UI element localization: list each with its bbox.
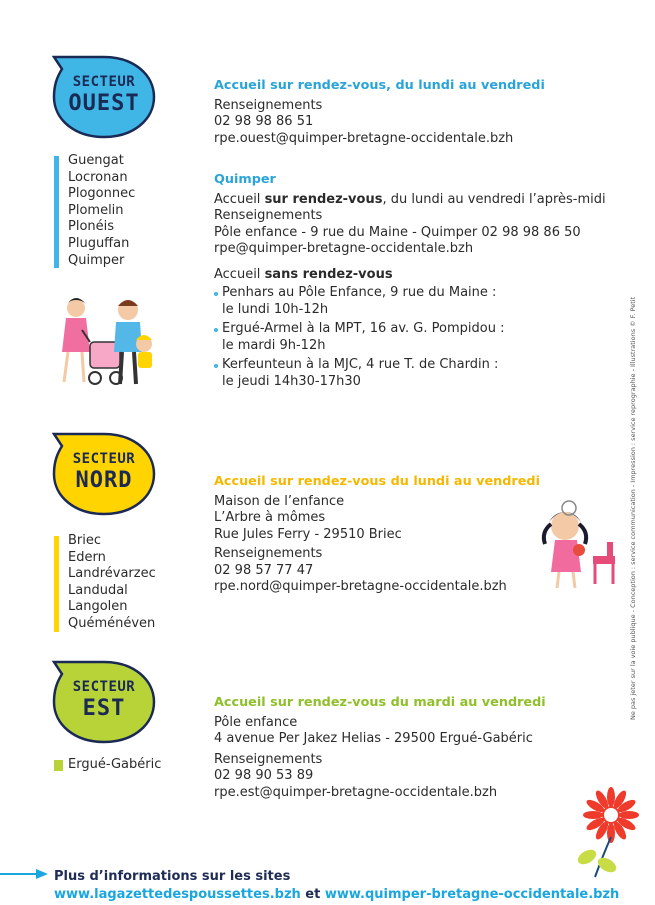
nord-email[interactable]: rpe.nord@quimper-bretagne-occidentale.bzh — [214, 579, 507, 594]
town-item: Quéménéven — [68, 615, 156, 631]
girl-with-toy-illustration — [535, 492, 625, 592]
badge-line1: SECTEUR — [72, 74, 136, 90]
quimper-heading: Quimper — [214, 172, 276, 187]
flower-illustration — [565, 785, 645, 880]
badge-line2: EST — [82, 696, 126, 721]
est-address-line: 4 avenue Per Jakez Helias - 29500 Ergué-Gabéric — [214, 731, 533, 746]
ouest-color-bar — [54, 156, 59, 268]
footer-info — [54, 868, 619, 904]
town-item: Edern — [68, 549, 106, 565]
town-item: Plomelin — [68, 202, 124, 218]
town-item: Quimper — [68, 252, 125, 268]
secteur-est-badge — [52, 660, 156, 744]
town-item: Plogonnec — [68, 186, 136, 202]
badge-line1: SECTEUR — [72, 679, 136, 695]
est-contact — [214, 695, 546, 801]
ouest-heading: Accueil sur rendez-vous, du lundi au vendredi — [214, 78, 545, 93]
family-stroller-illustration — [52, 290, 162, 390]
link-quimper-bretagne-occidentale[interactable]: www.quimper-bretagne-occidentale.bzh — [324, 887, 620, 902]
nord-color-bar — [54, 536, 59, 632]
ouest-renseignements-label: Renseignements — [214, 97, 323, 113]
town-item: Ergué-Gabéric — [68, 757, 162, 772]
town-item: Plonéis — [68, 219, 115, 235]
secteur-nord-badge — [52, 432, 156, 516]
town-item: Briec — [68, 533, 102, 548]
footer-conjunction: et — [300, 887, 325, 902]
est-town-list — [54, 757, 161, 774]
nord-phone: 02 98 57 77 47 — [214, 562, 314, 578]
ouest-contact — [214, 78, 545, 147]
est-renseignements-label: Renseignements — [214, 751, 323, 767]
town-item: Langolen — [68, 599, 128, 615]
est-phone: 02 98 90 53 89 — [214, 768, 314, 783]
nord-contact — [214, 474, 540, 596]
est-heading: Accueil sur rendez-vous du mardi au vendredi — [214, 695, 546, 710]
side-credit: Ne pas jeter sur la voie publique - Conception : service communication - Impression : service reprographie - Illustrations © F. Petit — [629, 296, 637, 720]
quimper-address: Pôle enfance - 9 rue du Maine - Quimper 02 98 98 86 50 — [214, 224, 581, 240]
footer-lead: Plus d’informations sur les sites — [54, 869, 291, 884]
list-item: Ergué-Armel à la MPT, 16 av. G. Pompidou : le mardi 9h-12h — [214, 321, 606, 354]
est-address-line: Pôle enfance — [214, 714, 298, 730]
town-item: Locronan — [68, 169, 128, 185]
list-item: Kerfeunteun à la MJC, 4 rue T. de Chardin : le jeudi 14h30-17h30 — [214, 357, 606, 390]
nord-heading: Accueil sur rendez-vous du lundi au vendredi — [214, 474, 540, 489]
quimper-email[interactable]: rpe@quimper-bretagne-occidentale.bzh — [214, 241, 474, 256]
nord-address-line: L’Arbre à mômes — [214, 510, 326, 525]
est-color-bar — [54, 760, 63, 771]
nord-address-line: Maison de l’enfance — [214, 493, 345, 509]
quimper-sans-rdv-line: Accueil sans rendez-vous — [214, 266, 393, 282]
ouest-phone: 02 98 98 86 51 — [214, 114, 314, 129]
badge-line2: NORD — [75, 468, 133, 493]
nord-town-list — [54, 533, 156, 633]
link-lagazettedespoussettes[interactable]: www.lagazettedespoussettes.bzh — [54, 887, 301, 902]
ouest-town-list — [54, 153, 135, 269]
nord-address-line: Rue Jules Ferry - 29510 Briec — [214, 526, 402, 542]
arrow-right-icon — [0, 868, 50, 880]
ouest-email[interactable]: rpe.ouest@quimper-bretagne-occidentale.bzh — [214, 130, 514, 146]
town-item: Guengat — [68, 153, 124, 168]
town-item: Landudal — [68, 582, 128, 598]
town-item: Pluguffan — [68, 235, 130, 251]
quimper-renseignements-label: Renseignements — [214, 208, 323, 223]
quimper-permanence-list — [214, 285, 606, 390]
badge-line1: SECTEUR — [72, 451, 136, 467]
est-email[interactable]: rpe.est@quimper-bretagne-occidentale.bzh — [214, 784, 498, 800]
nord-renseignements-label: Renseignements — [214, 546, 323, 561]
quimper-accueil-line: Accueil sur rendez-vous, du lundi au vendredi l’après-midi — [214, 191, 606, 207]
quimper-contact — [214, 172, 606, 393]
town-item: Landrévarzec — [68, 566, 156, 582]
list-item: Penhars au Pôle Enfance, 9 rue du Maine : le lundi 10h-12h — [214, 285, 606, 318]
secteur-ouest-badge — [52, 55, 156, 139]
badge-line2: OUEST — [68, 91, 140, 116]
